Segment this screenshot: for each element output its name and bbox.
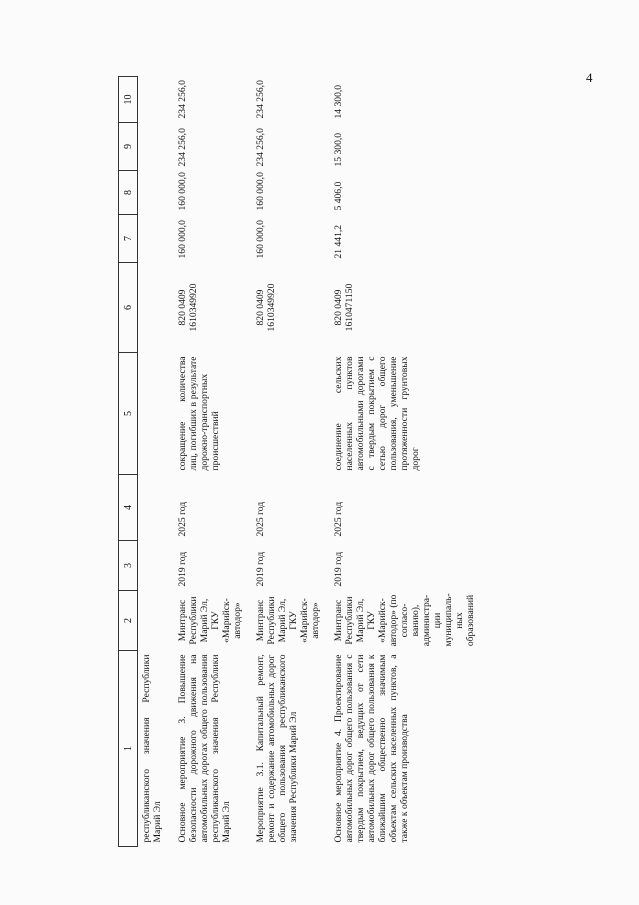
- end-year-cell: 2025 год: [333, 501, 344, 537]
- budget-code-cell: 820 0409 1610349920: [177, 283, 199, 332]
- table-row: [251, 77, 329, 847]
- column-number: 8: [119, 171, 138, 215]
- rotated-table-container: [118, 77, 583, 847]
- amount-cell: 234 256,0: [177, 128, 188, 167]
- column-number: 7: [119, 215, 138, 263]
- column-number: 10: [119, 77, 138, 123]
- measure-name-cell: Основное мероприятие 4. Проектирование автомобильных дорог общего пользования с твердым покрытием, ведущих от сети автомобильных дорог общего пользования к ближайшим общественно значимым объектам сельских населенных пунктов, а также к объектам производства: [333, 654, 410, 843]
- budget-code-cell: 820 0409 1610471150: [333, 283, 355, 332]
- amount-cell: [138, 215, 174, 263]
- end-year-cell: [138, 475, 174, 541]
- amount-cell: 14 300,0: [333, 84, 344, 119]
- column-number: 1: [119, 651, 138, 847]
- responsible-cell: Минтранс Республики Марий Эл, ГКУ «Марийск-автодор»: [255, 596, 321, 645]
- responsible-cell: Минтранс Республики Марий Эл, ГКУ «Марийск-автодор» (по согласо-ванию), администра-ции муниципаль-ных образований: [333, 593, 476, 647]
- column-number: 3: [119, 541, 138, 591]
- page-number: 4: [586, 70, 593, 85]
- amount-cell: [138, 77, 174, 123]
- amount-cell: 234 256,0: [177, 80, 188, 119]
- table-row: [173, 77, 251, 847]
- budget-code-cell: 820 0409 1610349920: [255, 283, 277, 332]
- measure-name-cell: республиканского значения Республики Марий Эл: [141, 654, 163, 843]
- start-year-cell: 2019 год: [177, 551, 188, 587]
- measure-name-cell: Основное мероприятие 3. Повышение безопасности дорожного движения на автомобильных дорогах общего пользования республиканского значения Республики Марий Эл: [177, 654, 232, 843]
- column-number: 9: [119, 123, 138, 171]
- column-number: 5: [119, 353, 138, 475]
- start-year-cell: 2019 год: [333, 551, 344, 587]
- amount-cell: 21 441,2: [333, 224, 344, 259]
- amount-cell: 160 000,0: [255, 220, 266, 259]
- column-number: 2: [119, 591, 138, 651]
- end-year-cell: 2025 год: [177, 501, 188, 537]
- start-year-cell: [138, 541, 174, 591]
- measure-name-cell: Мероприятие 3.1. Капитальный ремонт, ремонт и содержание автомобильных дорог общего пользования республиканского значения Республики Марий Эл: [255, 654, 299, 843]
- amount-cell: 160 000,0: [177, 172, 188, 211]
- column-number-row: [119, 77, 138, 847]
- budget-code-cell: [138, 263, 174, 353]
- amount-cell: 5 406,0: [333, 181, 344, 211]
- table-row: [138, 77, 174, 847]
- result-cell: [251, 353, 329, 475]
- amount-cell: [138, 171, 174, 215]
- end-year-cell: 2025 год: [255, 501, 266, 537]
- result-cell: [138, 353, 174, 475]
- amount-cell: 160 000,0: [177, 220, 188, 259]
- responsible-cell: Минтранс Республики Марий Эл, ГКУ «Марийск-автодор»: [177, 596, 243, 645]
- amount-cell: 15 300,0: [333, 132, 344, 167]
- start-year-cell: 2019 год: [255, 551, 266, 587]
- program-table: [118, 76, 484, 847]
- amount-cell: 160 000,0: [255, 172, 266, 211]
- amount-cell: 234 256,0: [255, 80, 266, 119]
- amount-cell: 234 256,0: [255, 128, 266, 167]
- column-number: 6: [119, 263, 138, 353]
- result-cell: соединение сельских населенных пунктов автомобильными дорогами с твердым покрытием с сетью дорог общего пользования, уменьшение протяженности грунтовых дорог: [333, 356, 421, 471]
- responsible-cell: [138, 591, 174, 651]
- amount-cell: [138, 123, 174, 171]
- column-number: 4: [119, 475, 138, 541]
- table-row: [329, 77, 484, 847]
- result-cell: сокращение количества лиц, погибших в результате дорожно-транспортных происшествий: [177, 356, 221, 471]
